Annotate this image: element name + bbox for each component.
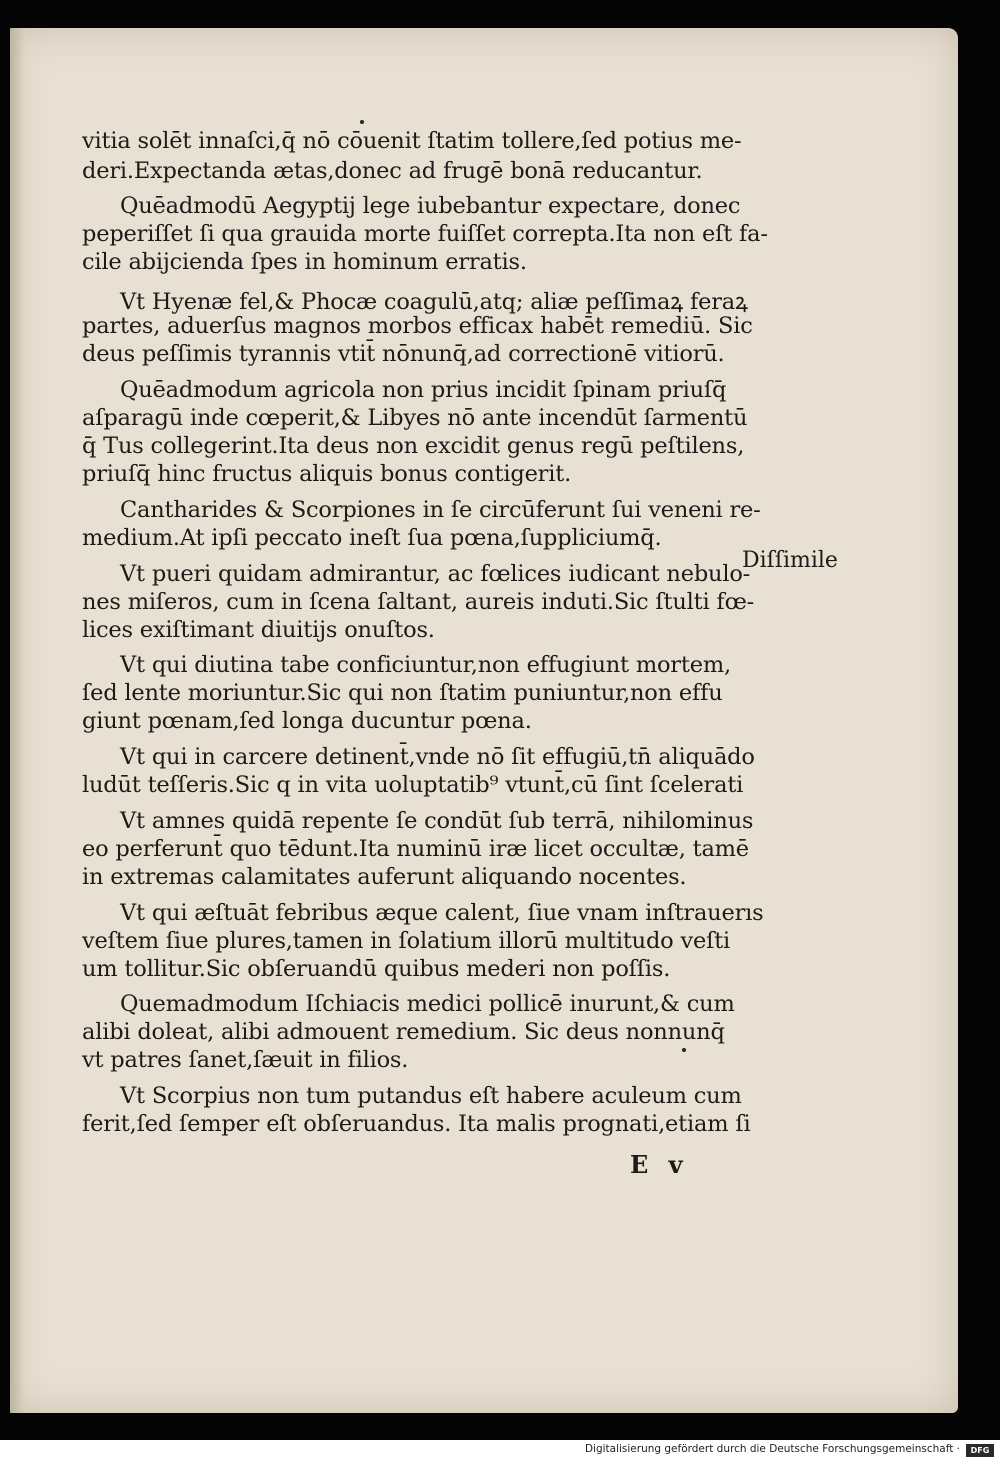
dfg-logo: DFG <box>966 1444 994 1457</box>
text-line: peperiſſet ſi qua grauida morte fuiſſet correpta.Ita non eſt fa- <box>82 221 768 247</box>
text-line: eo perferunt̄ quo tēdunt.Ita numinū iræ licet occultæ, tamē <box>82 836 749 862</box>
text-line: Vt pueri quidam admirantur, ac fœlices iudicant nebulo- <box>120 561 751 587</box>
ink-speck <box>360 120 364 124</box>
text-line: alibi doleat, alibi admouent remedium. Sic deus nonnunq̄ <box>82 1019 725 1045</box>
text-line: ſed lente moriuntur.Sic qui non ſtatim puniuntur,non effu <box>82 680 723 706</box>
text-line: Vt amnes quidā repente ſe condūt ſub terrā, nihilominus <box>120 808 754 834</box>
book-page <box>10 28 958 1413</box>
text-line: Vt Scorpius non tum putandus eſt habere aculeum cum <box>120 1083 742 1109</box>
ink-speck <box>682 1048 686 1052</box>
text-line: medium.At ipſi peccato ineſt ſua pœna,ſuppliciumq̄. <box>82 525 662 551</box>
text-line: priuſq̄ hinc fructus aliquis bonus contigerit. <box>82 461 572 487</box>
signature-mark: E v <box>630 1150 689 1179</box>
text-line: giunt pœnam,ſed longa ducuntur pœna. <box>82 708 532 734</box>
text-line: Quēadmodum agricola non prius incidit ſpinam priuſq̄ <box>120 377 727 403</box>
text-line: vitia solēt innaſci,q̄ nō cōuenit ſtatim tollere,ſed potius me- <box>82 128 742 154</box>
text-line: Cantharides & Scorpiones in ſe circūferunt ſui veneni re- <box>120 497 761 523</box>
text-line: Vt qui æſtuāt febribus æque calent, ſiue vnam inſtrauerıs <box>120 900 764 926</box>
text-line: Quēadmodū Aegyptij lege iubebantur expectare, donec <box>120 193 741 219</box>
footer-credit: Digitalisierung gefördert durch die Deutsche Forschungsgemeinschaft · <box>584 1443 960 1455</box>
text-line: ferit,ſed ſemper eſt obſeruandus. Ita malis prognati,etiam ſi <box>82 1111 751 1137</box>
text-line: Vt Hyenæ fel,& Phocæ coagulū,atq; aliæ peſſimaꝝ feraꝝ <box>120 289 748 315</box>
text-line: q̄ Tus collegerint.Ita deus non excidit genus regū peſtilens, <box>82 433 745 459</box>
text-line: vt patres ſanet,ſæuit in filios. <box>82 1047 409 1073</box>
text-line: lices exiſtimant diuitijs onuſtos. <box>82 617 435 643</box>
text-line: Vt qui in carcere detinent̄,vnde nō ſit effugiū,tn̄ aliquādo <box>120 744 755 770</box>
text-line: deri.Expectanda ætas,donec ad frugē bonā reducantur. <box>82 158 703 184</box>
text-line: partes, aduerſus magnos morbos efficax habēt remediū. Sic <box>82 313 753 339</box>
text-line: in extremas calamitates auferunt aliquando nocentes. <box>82 864 687 890</box>
text-line: Vt qui diutina tabe conficiuntur,non effugiunt mortem, <box>120 652 731 678</box>
text-line: cile abijcienda ſpes in hominum erratis. <box>82 249 527 275</box>
text-line: aſparagū inde cœperit,& Libyes nō ante incendūt ſarmentū <box>82 405 748 431</box>
text-line: veſtem ſiue plures,tamen in ſolatium illorū multitudo veſti <box>82 928 731 954</box>
text-line: um tollitur.Sic obſeruandū quibus mederi non poſſis. <box>82 956 671 982</box>
text-line: Quemadmodum Iſchiacis medici pollicē inurunt,& cum <box>120 991 735 1017</box>
margin-note: Diſſimile <box>742 548 838 573</box>
text-line: deus peſſimis tyrannis vtit̄ nōnunq̄,ad correctionē vitiorū. <box>82 341 725 367</box>
text-line: ludūt teſſeris.Sic q in vita uoluptatib⁹ vtunt̄,cū ſint ſcelerati <box>82 772 744 798</box>
text-line: nes miſeros, cum in ſcena ſaltant, aureis induti.Sic ſtulti fœ- <box>82 589 755 615</box>
footer-bar <box>0 1440 1000 1461</box>
